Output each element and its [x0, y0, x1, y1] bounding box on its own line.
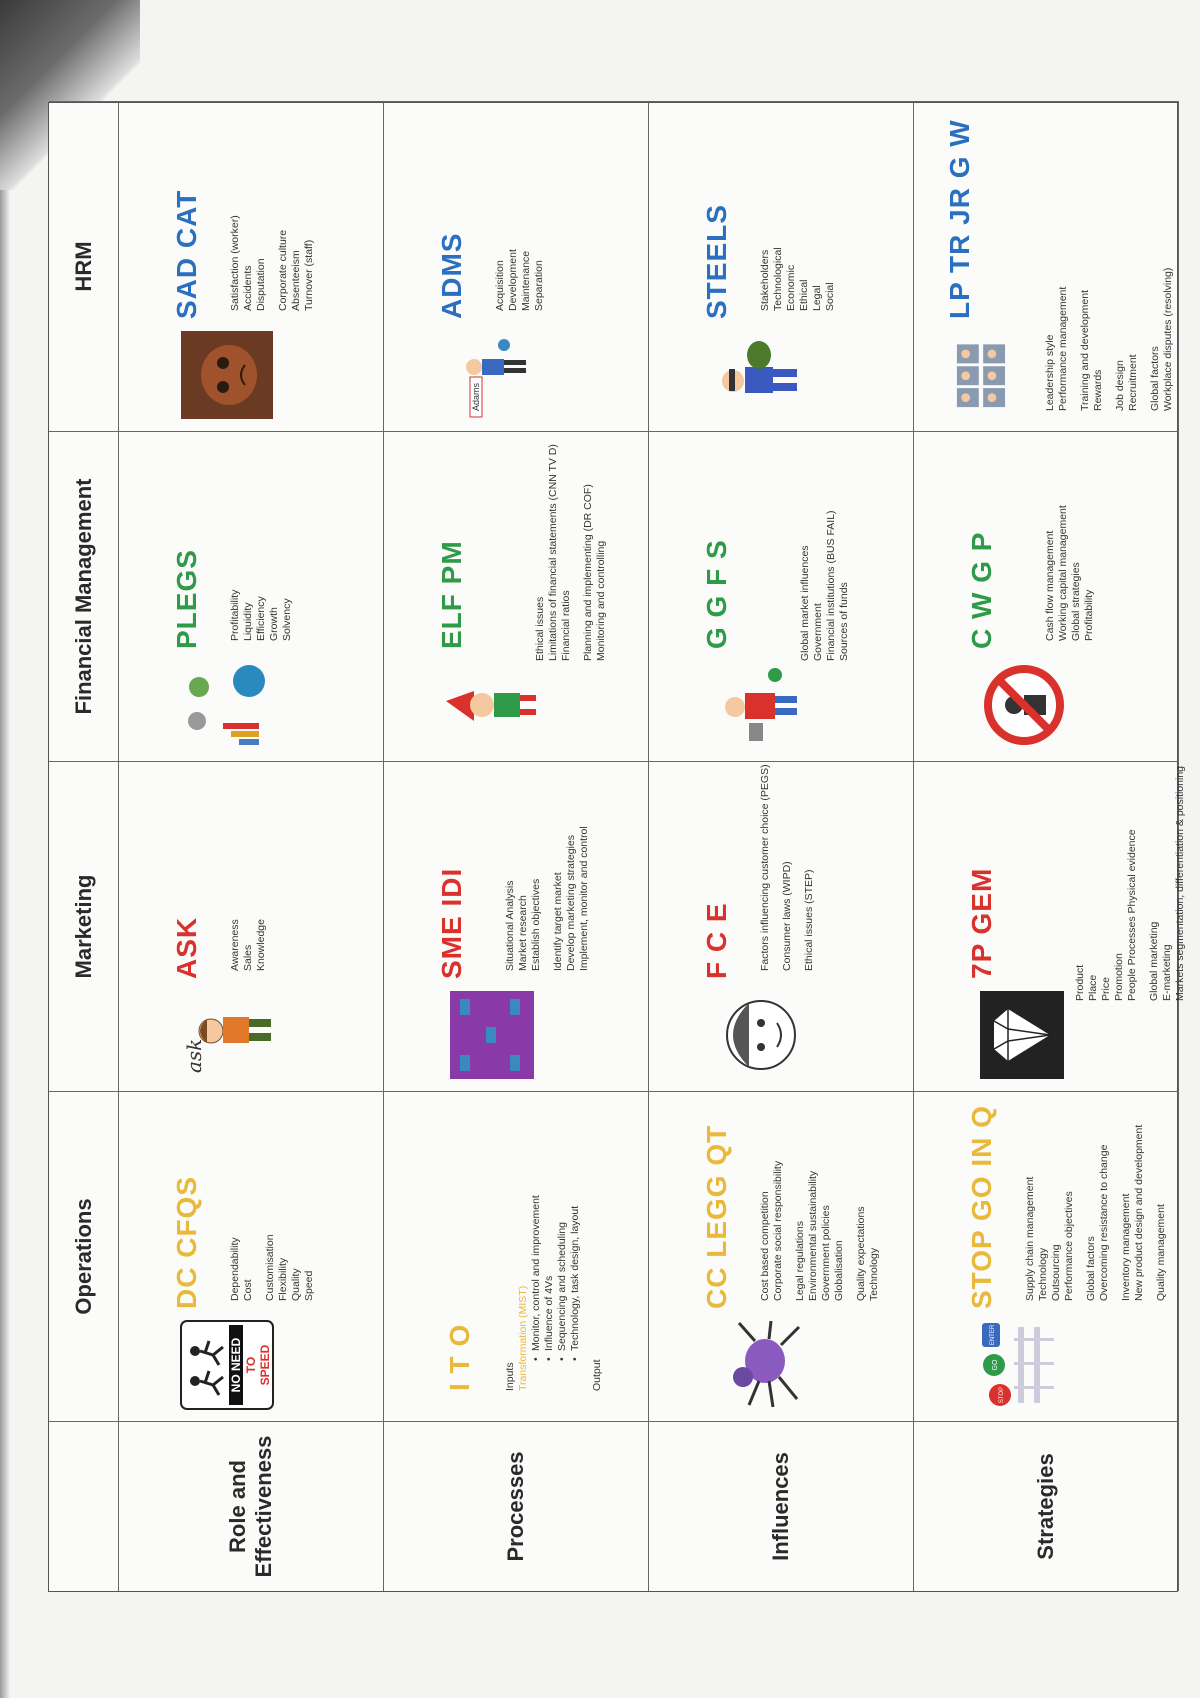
- cell-hrm-role: [119, 101, 384, 431]
- list-item: Global marketing: [1148, 921, 1160, 1001]
- list-item: Financial ratios: [560, 590, 572, 661]
- list-item: Government policies: [820, 1205, 832, 1301]
- cell-mkt-role: [119, 761, 384, 1091]
- mnemonic: LP TR JR G W: [944, 119, 975, 319]
- list-item: Recruitment: [1127, 354, 1139, 411]
- cell-mkt-influences: [649, 761, 914, 1091]
- cell-fin-processes: [384, 431, 649, 761]
- list-item: Ethical issues: [534, 596, 546, 661]
- col-header-hrm: HRM: [49, 101, 119, 431]
- list-item: Market research: [517, 895, 529, 971]
- row-header-strategies: Strategies: [914, 1421, 1179, 1591]
- list-item: Technology: [868, 1247, 880, 1301]
- list-item: Cost based competition: [759, 1191, 771, 1301]
- col-header-marketing: Marketing: [49, 761, 119, 1091]
- list-item: Global factors: [1085, 1236, 1097, 1301]
- list-item: Rewards: [1092, 369, 1104, 411]
- list-item: Ethical issues (STEP): [803, 869, 815, 971]
- row-header-role: Role and Effectiveness: [119, 1421, 384, 1591]
- ask-text: ask: [182, 1038, 206, 1073]
- list-item: Performance management: [1057, 286, 1069, 411]
- list-item: Performance objectives: [1063, 1191, 1075, 1301]
- list-item: Identify target market: [552, 872, 564, 971]
- list-item: Maintenance: [520, 250, 532, 311]
- list-item: Price: [1100, 977, 1112, 1001]
- list-item: Flexibility: [277, 1257, 289, 1301]
- list-item: Quality expectations: [855, 1206, 867, 1301]
- mnemonic: SME IDI: [436, 867, 467, 979]
- list-item: Establish objectives: [530, 878, 542, 971]
- list-item: Legal: [811, 285, 823, 311]
- list-item: •Influence of 4Vs: [543, 1275, 555, 1361]
- list-item: Situational Analysis: [504, 880, 516, 971]
- item-list: [759, 247, 837, 311]
- list-item: E-marketing: [1161, 944, 1173, 1001]
- cell-mkt-strategies: [914, 761, 1186, 1091]
- list-item: Stakeholders: [759, 249, 771, 311]
- list-item: Sales: [242, 944, 254, 971]
- list-item: Speed: [303, 1270, 315, 1301]
- list-item: Absenteeism: [290, 250, 302, 311]
- list-item: Globalisation: [833, 1240, 845, 1301]
- list-item: •Technology, task design, layout: [569, 1205, 581, 1361]
- list-item: Overcoming resistance to change: [1098, 1144, 1110, 1301]
- mnemonic: C W G P: [966, 531, 997, 649]
- list-item: Disputation: [255, 258, 267, 311]
- item-list: [504, 1195, 604, 1391]
- list-item: Ethical: [798, 279, 810, 311]
- list-item: •Sequencing and scheduling: [556, 1221, 568, 1361]
- go-label: GO: [992, 1359, 999, 1371]
- list-item: Economic: [785, 264, 797, 311]
- gem-icon: [974, 989, 1070, 1081]
- sign-text-1: NO NEED: [229, 1337, 243, 1393]
- list-item: Profitability: [229, 589, 241, 641]
- list-item: Develop marketing strategies: [565, 835, 577, 971]
- list-item: Place: [1087, 974, 1099, 1001]
- list-item: Cost: [242, 1279, 254, 1301]
- mnemonic: ASK: [171, 916, 202, 979]
- list-item: People Processes Physical evidence: [1126, 829, 1138, 1001]
- list-item: Quality management: [1155, 1204, 1167, 1301]
- cell-ops-strategies: [914, 1091, 1179, 1421]
- corner-cell: [49, 1421, 119, 1591]
- mnemonic: STEELS: [701, 204, 732, 319]
- item-list: [1074, 766, 1187, 1001]
- cell-hrm-influences: [649, 101, 914, 431]
- sign-text-2: TO: [244, 1356, 258, 1374]
- list-item: Product: [1074, 964, 1086, 1001]
- list-item: Financial institutions (BUS FAIL): [825, 510, 837, 661]
- sign-text-3: SPEED: [258, 1344, 272, 1386]
- list-item: Legal regulations: [794, 1221, 806, 1301]
- cell-mkt-processes: [384, 761, 649, 1091]
- list-item: New product design and development: [1133, 1124, 1145, 1301]
- row-header-influences: Influences: [649, 1421, 914, 1591]
- list-item: Supply chain management: [1024, 1176, 1036, 1301]
- list-item: Solvency: [281, 598, 293, 641]
- cell-hrm-processes: [384, 101, 649, 431]
- page-edge: [0, 0, 10, 1698]
- list-item: Knowledge: [255, 919, 267, 971]
- mnemonic: G G F S: [701, 539, 732, 649]
- item-list: [494, 249, 546, 311]
- cell-fin-strategies: [914, 431, 1179, 761]
- list-item: Growth: [268, 607, 280, 641]
- list-item: •Monitor, control and improvement: [530, 1195, 542, 1361]
- adams-family-icon: [444, 329, 540, 421]
- cell-hrm-strategies: [914, 101, 1179, 431]
- list-item: Environmental sustainability: [807, 1170, 819, 1301]
- boy-asking-icon: [179, 989, 275, 1081]
- item-list: [759, 1161, 881, 1301]
- list-item: Promotion: [1113, 953, 1125, 1001]
- mnemonic: ADMS: [436, 232, 467, 319]
- list-item: Dependability: [229, 1237, 241, 1301]
- list-item: Global strategies: [1070, 562, 1082, 641]
- list-item: Government: [812, 603, 824, 661]
- no-crying-icon: [974, 659, 1070, 751]
- list-item: Corporate culture: [277, 229, 289, 311]
- list-item: Efficiency: [255, 596, 267, 641]
- list-item: Separation: [533, 260, 545, 311]
- list-item: Sources of funds: [838, 582, 850, 661]
- mnemonic: ELF PM: [436, 540, 467, 649]
- item-list: [1024, 1125, 1168, 1301]
- list-item: Customisation: [264, 1234, 276, 1301]
- enter-label: ENTER: [990, 1324, 996, 1346]
- item-list: [229, 919, 268, 971]
- list-item: Job design: [1114, 360, 1126, 411]
- list-item: Working capital management: [1057, 505, 1069, 641]
- list-item: Acquisition: [494, 260, 506, 311]
- stop-label: STOP: [999, 1386, 1005, 1404]
- finance-clipart-icon: [179, 659, 275, 751]
- item-list: [1044, 505, 1096, 641]
- robber-icon: [709, 329, 805, 421]
- no-need-to-speed-sign-icon: [179, 1319, 275, 1411]
- list-item: Technology: [1037, 1247, 1049, 1301]
- list-item: Training and development: [1079, 289, 1091, 411]
- cell-ops-role: [119, 1091, 384, 1421]
- portrait-grid-icon: [954, 329, 1024, 421]
- summary-table: [48, 102, 1186, 1592]
- item-list: [229, 215, 316, 311]
- list-item: Social: [824, 282, 836, 311]
- elf-icon: [444, 659, 540, 751]
- mnemonic: F C E: [701, 902, 732, 979]
- list-item: Implement, monitor and control: [578, 826, 590, 971]
- purple-diagram-icon: [444, 989, 540, 1081]
- list-item: Turnover (staff): [303, 239, 315, 311]
- list-item: Planning and implementing (DR COF): [582, 484, 594, 661]
- cell-fin-influences: [649, 431, 914, 761]
- list-item: Corporate social responsibility: [772, 1160, 784, 1301]
- mnemonic: STOP GO IN Q: [966, 1105, 997, 1309]
- list-item: Cash flow management: [1044, 530, 1056, 641]
- list-item: Development: [507, 249, 519, 311]
- sad-cat-photo-icon: [179, 329, 275, 421]
- list-item: Leadership style: [1044, 334, 1056, 411]
- list-item: Output: [591, 1359, 603, 1391]
- list-item: Monitoring and controlling: [595, 540, 607, 661]
- list-item: Global market influences: [799, 545, 811, 661]
- list-item: Inventory management: [1120, 1193, 1132, 1301]
- list-item: Satisfaction (worker): [229, 215, 241, 311]
- item-list: [759, 764, 816, 971]
- row-header-processes: Processes: [384, 1421, 649, 1591]
- list-item: Technological: [772, 247, 784, 311]
- list-item: Factors influencing customer choice (PEGS): [759, 764, 771, 971]
- list-item: Workplace disputes (resolving): [1162, 267, 1174, 411]
- list-item: Transformation (MIST): [517, 1285, 529, 1391]
- mnemonic: DC CFQS: [171, 1176, 202, 1309]
- list-item: Outsourcing: [1050, 1244, 1062, 1301]
- col-header-financial-management: Financial Management: [49, 431, 119, 761]
- list-item: Inputs: [504, 1362, 516, 1391]
- mnemonic: SAD CAT: [171, 189, 202, 319]
- mnemonic: CC LEGG QT: [701, 1124, 732, 1309]
- list-item: Global factors: [1149, 346, 1161, 411]
- face-icon: [709, 989, 805, 1081]
- item-list: [1044, 268, 1175, 411]
- list-item: Awareness: [229, 919, 241, 971]
- cell-fin-role: [119, 431, 384, 761]
- item-list: [534, 444, 608, 661]
- list-item: Consumer laws (WIPD): [781, 861, 793, 971]
- mnemonic: I T O: [444, 1323, 475, 1391]
- item-list: [799, 510, 851, 661]
- mnemonic: PLEGS: [171, 549, 202, 649]
- item-list: [504, 826, 591, 971]
- spider-icon: [709, 1319, 805, 1411]
- list-item: Quality: [290, 1268, 302, 1301]
- mnemonic: 7P GEM: [966, 867, 997, 979]
- adams-label: Adams: [471, 382, 481, 412]
- item-list: [229, 1234, 316, 1301]
- traffic-lights-icon: [974, 1319, 1070, 1411]
- item-list: [229, 590, 294, 641]
- list-item: Accidents: [242, 265, 254, 311]
- list-item: Profitability: [1083, 589, 1095, 641]
- cell-ops-processes: [384, 1091, 649, 1421]
- list-item: Limitations of financial statements (CNN TV D): [547, 444, 559, 661]
- list-item: Liquidity: [242, 602, 254, 641]
- bus-icon: [709, 659, 805, 751]
- list-item: Markets segmentation, differentiation & positioning: [1174, 765, 1186, 1001]
- cell-ops-influences: [649, 1091, 914, 1421]
- col-header-operations: Operations: [49, 1091, 119, 1421]
